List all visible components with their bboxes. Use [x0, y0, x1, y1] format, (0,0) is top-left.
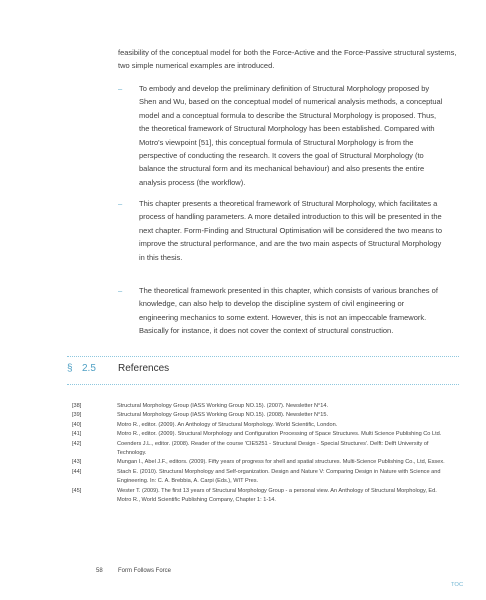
bullet-item: [118, 284, 445, 338]
section-title: References: [118, 363, 170, 374]
reference-number: [44]: [72, 468, 82, 475]
section-divider-top: [67, 356, 459, 357]
reference-text: Structural Morphology Group (IASS Working Group NO.15). (2008). Newsletter N°15.: [117, 412, 329, 419]
reference-item: [72, 440, 452, 459]
reference-text: Mungan I., Abel J.F., editors. (2009). Fifty years of progress for shell and spatial structures. Multi-Science Publishing Co., Ltd, Essex.: [117, 459, 445, 466]
reference-item: [72, 411, 452, 420]
reference-number: [42]: [72, 440, 82, 447]
bullet-text: The theoretical framework presented in this chapter, which consists of various branches of knowledge, can also help to develop the discipline system of civil engineering or engineering mechanics to some extent. However, this is not an impeccable framework. Basically for instance, it does not cover the context of structural construction.: [139, 286, 438, 336]
reference-item: [72, 402, 452, 411]
reference-number: [38]: [72, 403, 82, 409]
reference-item: [72, 487, 452, 506]
bullet-item: [118, 197, 445, 264]
reference-text: Wester T. (2009). The first 13 years of Structural Morphology Group - a personal view. An Anthology of Structural Morphology, Ed. Motro R., World Scientific Publishing Company, Chapter 1: 1-14.: [117, 487, 437, 504]
toc-link[interactable]: TOC: [451, 582, 464, 588]
reference-text: Motro R., editor. (2009). An Anthology of Structural Morphology. World Scientific, London.: [117, 421, 338, 428]
bullet-text: This chapter presents a theoretical framework of Structural Morphology, which facilitates a process of handling parameters. A more detailed introduction to this will be presented in the next chapter. Form-Finding and Structural Optimisation will be considered the two means to improve the structural performance, and are the two main aspects of Structural Morphology in this thesis.: [139, 199, 443, 262]
reference-text: Coenders J.L., editor. (2008). Reader of the course 'CIE5251 - Structural Design - Special Structures'. Delft: Delft University of Technology.: [117, 440, 429, 457]
reference-number: [39]: [72, 412, 82, 419]
section-divider-bottom: [67, 384, 459, 385]
bullet-dash: –: [118, 199, 123, 208]
reference-text: Stach E. (2010). Structural Morphology and Self-organization. Design and Nature V: Comparing Design in Nature with Science and Engineering. In: C. A. Brebbia, A. Carpi (Eds.), WIT Pres.: [117, 468, 441, 485]
intro-paragraph: feasibility of the conceptual model for both the Force-Active and the Force-Passive structural systems, two simple numerical examples are introduced.: [118, 48, 457, 71]
reference-number: [45]: [72, 487, 82, 494]
reference-text: Structural Morphology Group (IASS Working Group NO.15). (2007). Newsletter N°14.: [117, 403, 329, 409]
reference-text: Motro R., editor. (2009). Structural Morphology and Configuration Processing of Space Structures. Multi Science Publishing Co Ltd.: [117, 431, 442, 438]
reference-list: [72, 402, 452, 505]
reference-item: [72, 458, 452, 467]
reference-number: [40]: [72, 421, 82, 428]
reference-item: [72, 421, 452, 430]
reference-number: [43]: [72, 459, 82, 466]
section-number: 2.5: [82, 363, 96, 374]
reference-item: [72, 468, 452, 487]
bullet-text: To embody and develop the preliminary definition of Structural Morphology proposed by Shen and Wu, based on the conceptual model of numerical analysis methods, a conceptual model and a conceptual formula to describe the Structural Morphology is proposed. Thus, the theoretical framework of Structural Morphology has been established. Compared with Motro's viewpoint [51], this conceptual formula of Structural Morphology is from the perspective of conducting the research. It covers the goal of Structural Morphology (to balance the structural form and its mechanical behaviour) and also presents the entire analysis process (the workflow).: [139, 84, 443, 187]
page-number: 58: [96, 568, 103, 574]
reference-item: [72, 430, 452, 439]
running-footer-title: Form Follows Force: [118, 568, 172, 574]
section-symbol: §: [67, 363, 73, 374]
bullet-item: [118, 82, 445, 189]
reference-number: [41]: [72, 431, 82, 438]
bullet-dash: –: [118, 84, 123, 93]
bullet-dash: –: [118, 286, 123, 295]
